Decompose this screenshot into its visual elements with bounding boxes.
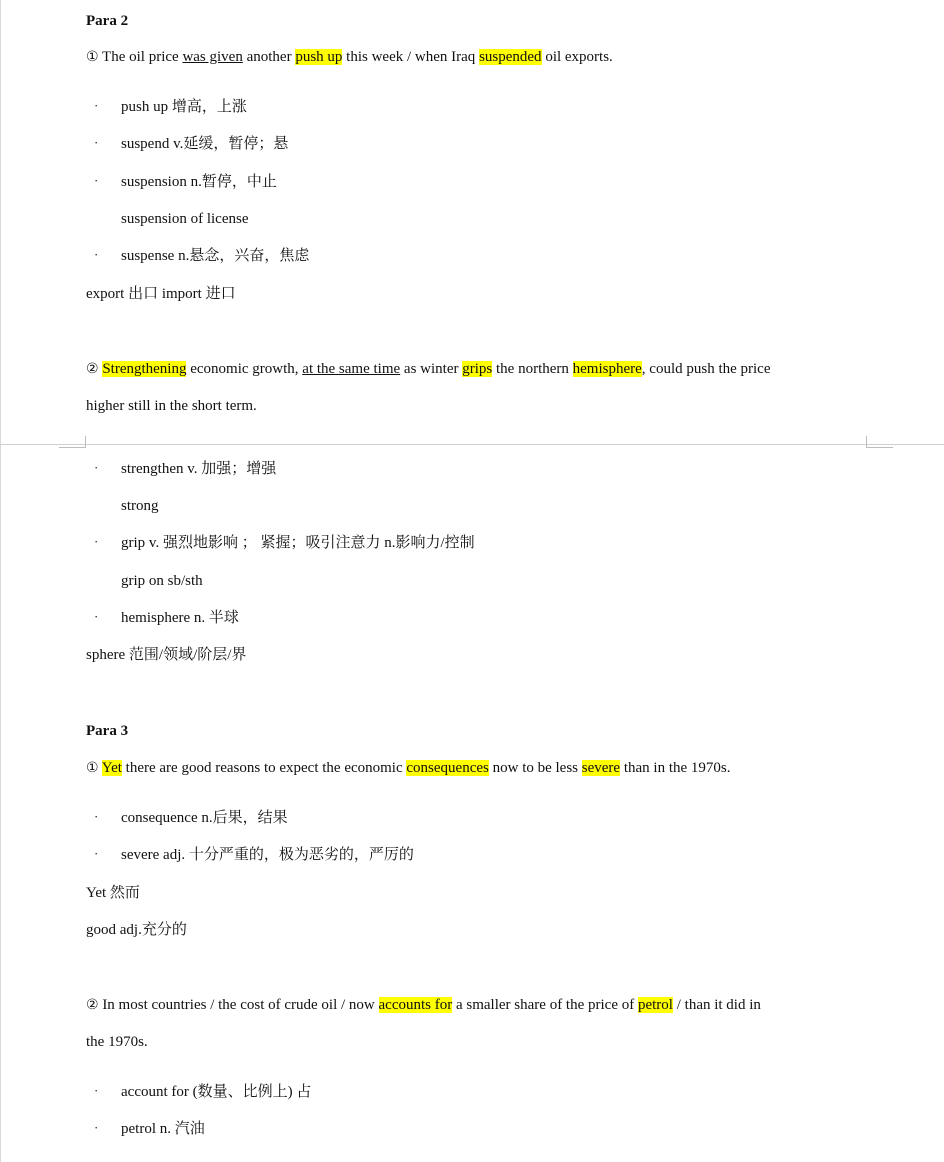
vocab-item: suspension of license [121, 211, 249, 227]
highlighted-phrase: consequences [406, 760, 489, 776]
page-break-line [0, 444, 944, 445]
bullet: · [94, 534, 99, 549]
para2-sentence-1 [86, 47, 613, 67]
bullet: · [94, 247, 99, 262]
vocab-item: strong [121, 498, 159, 514]
vocab-item: account for (数量、比例上) 占 [121, 1084, 312, 1100]
highlighted-phrase: petrol [637, 997, 673, 1013]
highlighted-phrase: suspended [479, 49, 542, 65]
highlighted-phrase: push up [295, 49, 343, 65]
vocab-item: strengthen v. 加强；增强 [121, 461, 277, 477]
vocab-item: suspend v.延缓，暂停；悬 [121, 136, 289, 152]
para3-sentence-2-cont: the 1970s. [86, 1034, 148, 1050]
bullet: · [94, 1083, 99, 1098]
vocab-item: suspense n.悬念，兴奋，焦虑 [121, 248, 310, 264]
vocab-item: severe adj. 十分严重的，极为恶劣的，严厉的 [121, 847, 414, 863]
vocab-item: push up 增高，上涨 [121, 99, 247, 115]
text: than in the 1970s. [620, 760, 731, 776]
text: the northern [492, 361, 573, 377]
text: The oil price [98, 49, 183, 65]
bullet: · [94, 1120, 99, 1135]
text: as winter [400, 361, 463, 377]
highlighted-phrase: severe [581, 760, 621, 776]
circled-number-2: ② [86, 361, 99, 377]
text: In most countries / the cost of crude oil / now [98, 997, 379, 1013]
page-edge [0, 0, 1, 1162]
text: / than it did in [672, 997, 761, 1013]
bullet: · [94, 98, 99, 113]
text: a smaller share of the price of [452, 997, 638, 1013]
text: now to be less [488, 760, 582, 776]
text: there are good reasons to expect the economic [121, 760, 407, 776]
bullet: · [94, 135, 99, 150]
vocab-item: hemisphere n. 半球 [121, 610, 239, 626]
vocab-item: consequence n.后果，结果 [121, 810, 288, 826]
bullet: · [94, 846, 99, 861]
bullet: · [94, 609, 99, 624]
text: another [242, 49, 296, 65]
highlighted-phrase: grips [462, 361, 493, 377]
bullet: · [94, 173, 99, 188]
highlighted-phrase: accounts for [378, 997, 453, 1013]
circled-number-1: ① [86, 49, 99, 65]
vocab-item: grip v. 强烈地影响 ； 紧握；吸引注意力 n.影响力/控制 [121, 535, 475, 551]
para2-heading: Para 2 [86, 13, 129, 29]
highlighted-phrase: hemisphere [572, 361, 642, 377]
right-margin-mark [866, 436, 893, 448]
underlined-phrase: was given [182, 49, 243, 65]
text: this week / when Iraq [342, 49, 480, 65]
vocab-item: petrol n. 汽油 [121, 1121, 205, 1137]
para3-sentence-1 [86, 758, 731, 778]
text: , could push the price [641, 361, 771, 377]
circled-number-1: ① [86, 760, 99, 776]
note: sphere 范围/领域/阶层/界 [86, 647, 247, 663]
underlined-phrase: at the same time [302, 361, 401, 377]
circled-number-2: ② [86, 997, 99, 1013]
note: export 出口 import 进口 [86, 286, 236, 302]
note: good adj.充分的 [86, 922, 187, 938]
left-margin-mark [59, 436, 86, 448]
text: oil exports. [541, 49, 613, 65]
note: Yet 然而 [86, 885, 140, 901]
para2-sentence-2 [86, 359, 771, 379]
highlighted-phrase: Yet [101, 760, 122, 776]
text: economic growth, [186, 361, 303, 377]
bullet: · [94, 460, 99, 475]
para3-sentence-2 [86, 995, 761, 1015]
vocab-item: suspension n.暂停，中止 [121, 174, 277, 190]
para3-heading: Para 3 [86, 723, 129, 739]
para2-sentence-2-cont: higher still in the short term. [86, 398, 257, 414]
vocab-item: grip on sb/sth [121, 573, 203, 589]
bullet: · [94, 809, 99, 824]
highlighted-phrase: Strengthening [102, 361, 187, 377]
